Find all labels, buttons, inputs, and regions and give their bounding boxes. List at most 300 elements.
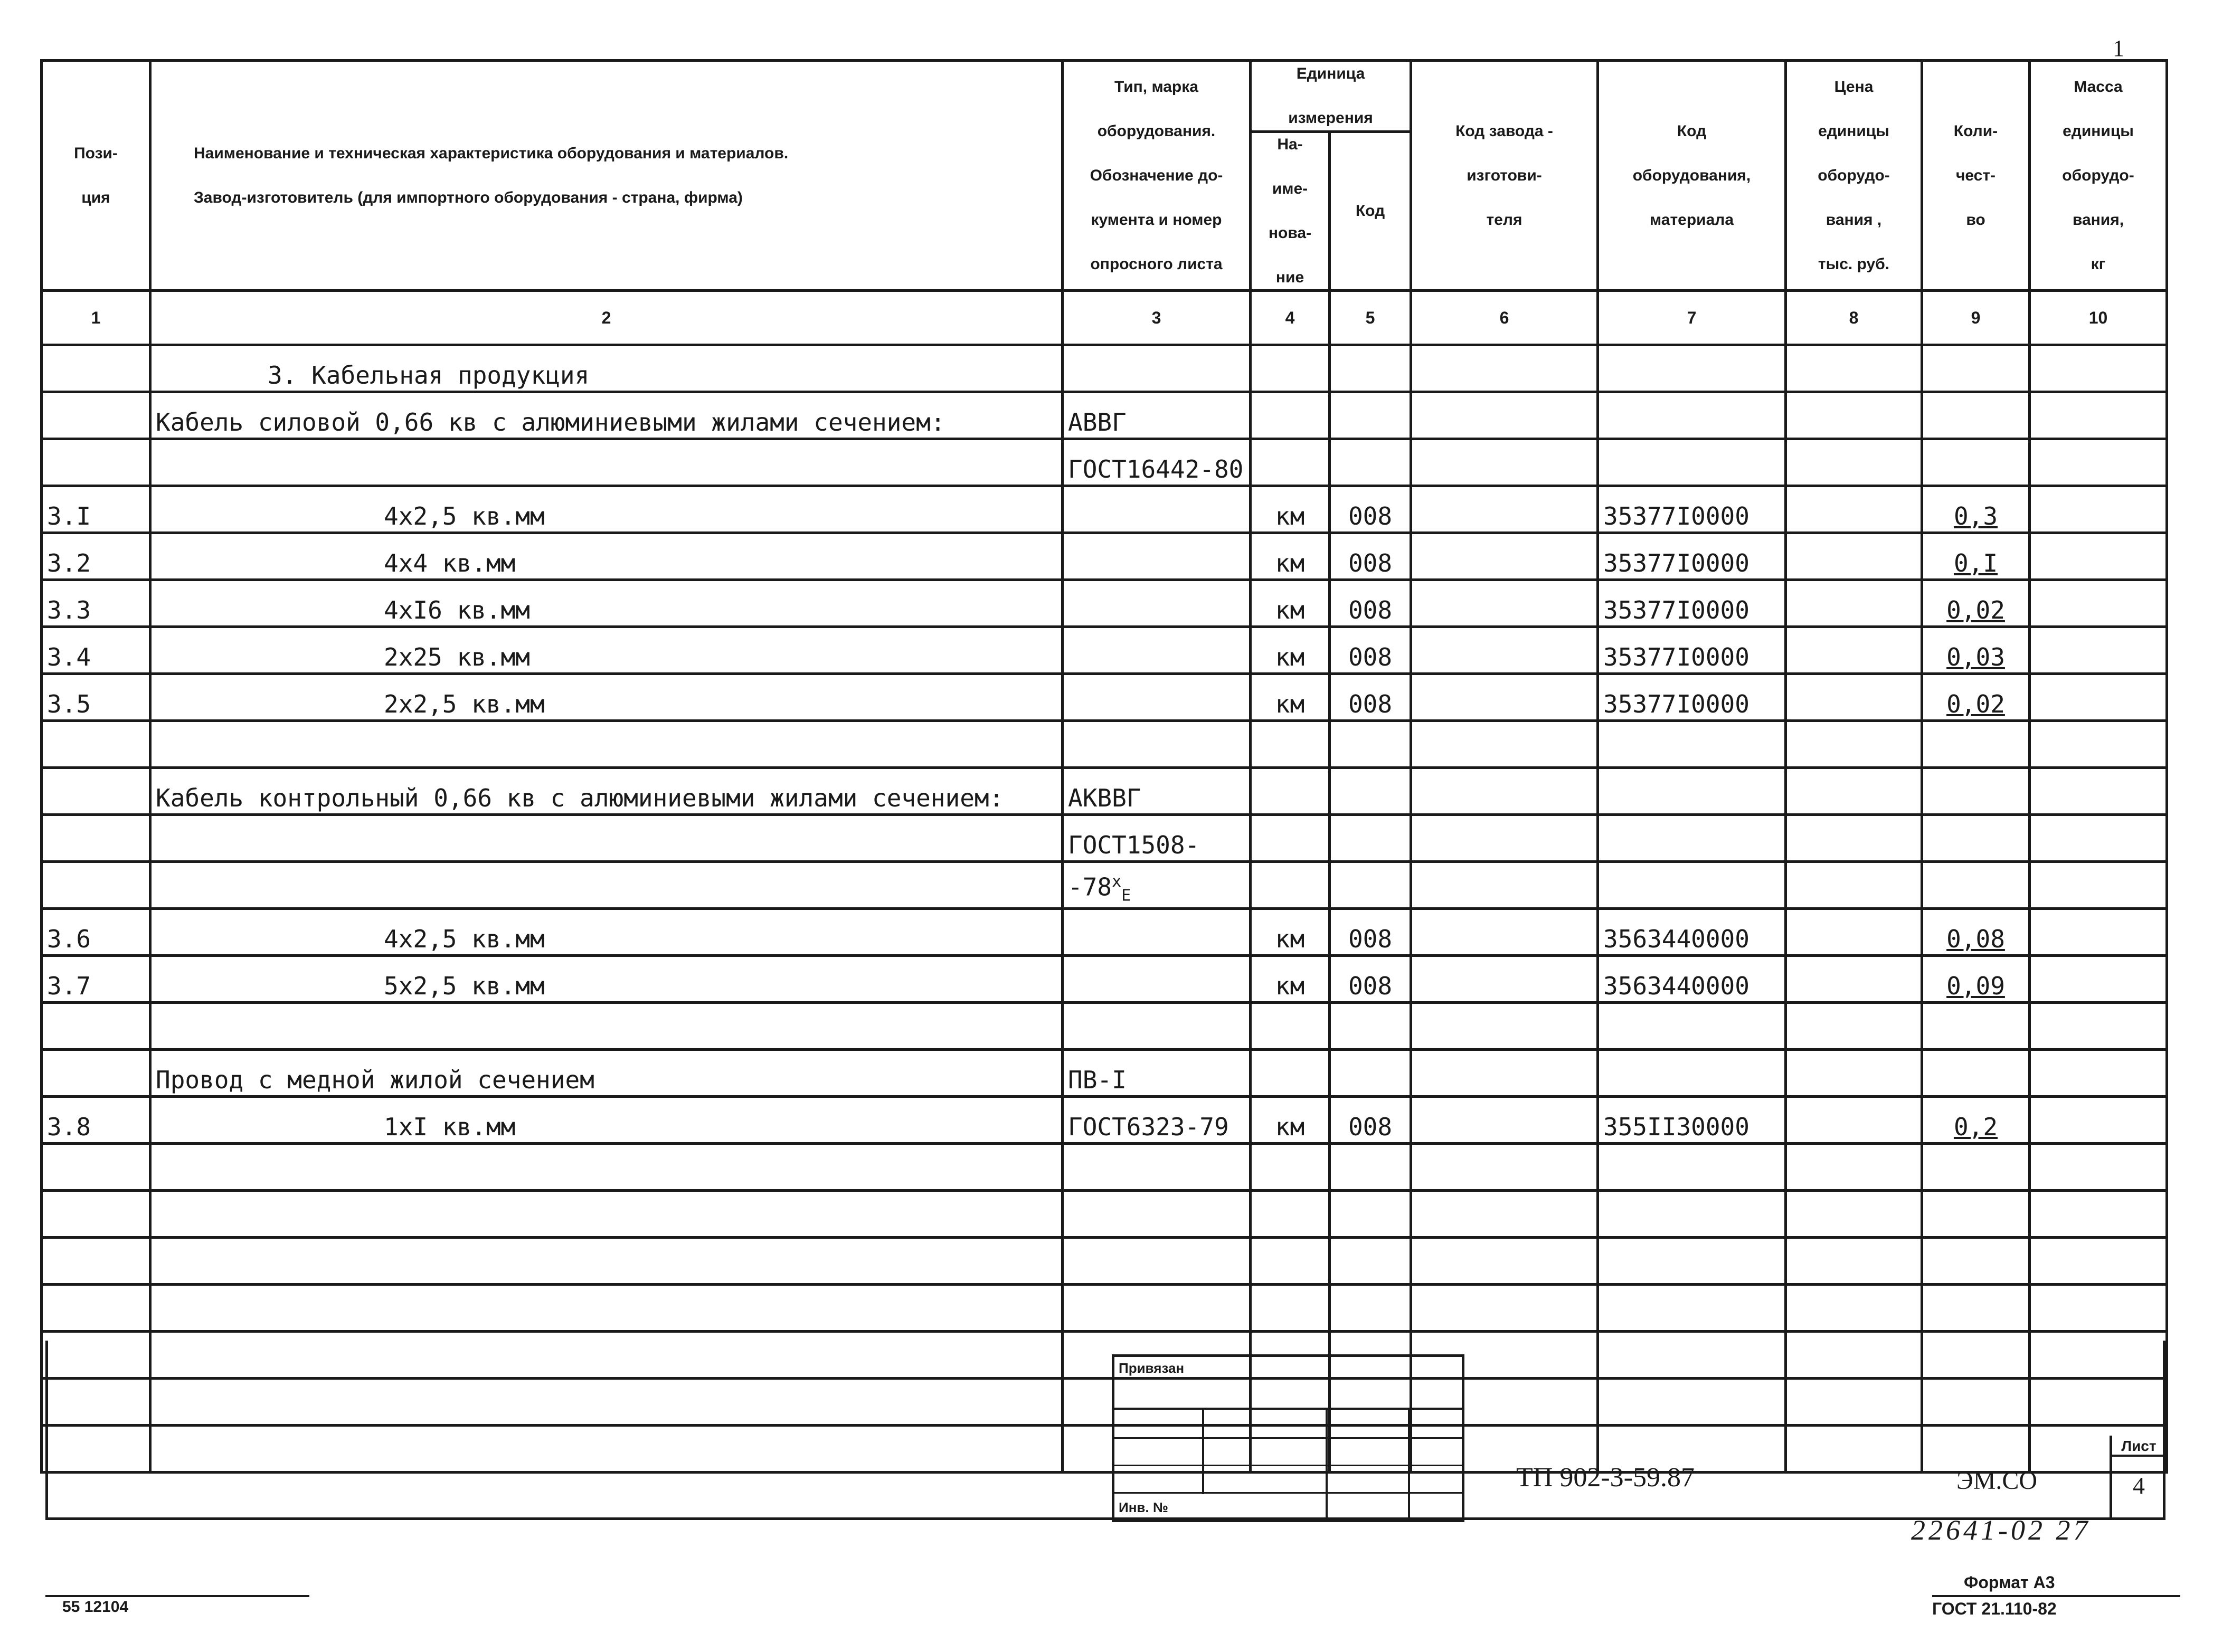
unit-name-cell — [1251, 1003, 1330, 1050]
position-cell — [42, 533, 150, 580]
unit-code-cell — [1330, 439, 1411, 486]
factory-code-cell — [1411, 815, 1598, 862]
header-name — [150, 61, 1063, 291]
factory-code-cell — [1411, 909, 1598, 956]
name-cell — [150, 1285, 1063, 1332]
equipment-code-cell — [1598, 1191, 1786, 1238]
unit-code-cell-text: 008 — [1348, 643, 1393, 671]
type-superscript: х — [1112, 872, 1122, 891]
name-cell-text: 4x2,5 кв.мм — [384, 925, 545, 953]
price-cell — [1786, 815, 1922, 862]
type-cell-text: АКВВГ — [1068, 784, 1141, 812]
attached-label: Привязан — [1119, 1360, 1185, 1376]
header-mass — [2030, 61, 2167, 291]
factory-code-cell — [1411, 1238, 1598, 1285]
column-numbers-row — [42, 291, 2167, 345]
position-cell-text: 3.3 — [47, 596, 91, 624]
table-row — [42, 345, 2167, 392]
type-cell-text: ГОСТ1508- — [1068, 831, 1200, 859]
price-cell — [1786, 1097, 1922, 1144]
position-cell-text: 3.7 — [47, 972, 91, 1000]
equipment-code-cell — [1598, 862, 1786, 909]
name-cell — [150, 721, 1063, 768]
table-row — [42, 956, 2167, 1003]
unit-name-cell — [1251, 1097, 1330, 1144]
name-cell-text: 5x2,5 кв.мм — [384, 972, 545, 1000]
price-cell — [1786, 1191, 1922, 1238]
header-quantity — [1922, 61, 2030, 291]
unit-code-cell-text: 008 — [1348, 925, 1393, 953]
price-cell — [1786, 674, 1922, 721]
header-line: во — [1966, 211, 1985, 229]
header-price — [1786, 61, 1922, 291]
position-cell — [42, 1050, 150, 1097]
header-unit-code: Код — [1330, 132, 1411, 291]
header-line: вания, — [2072, 211, 2124, 229]
table-row — [42, 909, 2167, 956]
unit-name-cell — [1251, 862, 1330, 909]
unit-code-cell-text: 008 — [1348, 502, 1393, 530]
mass-cell — [2030, 1003, 2167, 1050]
type-cell — [1063, 580, 1251, 627]
equipment-code-cell-text: 35377I0000 — [1603, 690, 1749, 718]
quantity-cell — [1922, 345, 2030, 392]
unit-name-cell — [1251, 956, 1330, 1003]
name-cell — [150, 1238, 1063, 1285]
type-cell — [1063, 1097, 1251, 1144]
table-row — [42, 1144, 2167, 1191]
position-cell — [42, 721, 150, 768]
equipment-code-cell — [1598, 956, 1786, 1003]
position-cell — [42, 768, 150, 815]
table-row — [42, 580, 2167, 627]
type-cell — [1063, 721, 1251, 768]
unit-name-cell — [1251, 439, 1330, 486]
unit-name-cell-text: км — [1275, 643, 1305, 671]
equipment-code-cell-text: 35377I0000 — [1603, 549, 1749, 577]
unit-code-cell — [1330, 1191, 1411, 1238]
unit-code-cell — [1330, 768, 1411, 815]
unit-code-cell — [1330, 1144, 1411, 1191]
header-unit-group — [1251, 61, 1411, 132]
mass-cell — [2030, 674, 2167, 721]
header-line: Масса — [2074, 78, 2123, 96]
header-line: ция — [81, 188, 110, 206]
header-line: Обозначение до- — [1090, 166, 1223, 184]
position-cell — [42, 392, 150, 439]
inventory-number-label: Инв. № — [1119, 1499, 1168, 1515]
position-cell — [42, 956, 150, 1003]
unit-code-cell — [1330, 486, 1411, 533]
equipment-code-cell-text: 35377I0000 — [1603, 596, 1749, 624]
table-row — [42, 1191, 2167, 1238]
table-row — [42, 862, 2167, 909]
unit-name-cell — [1251, 1285, 1330, 1332]
position-cell — [42, 674, 150, 721]
header-line: Код завода - — [1455, 122, 1553, 140]
unit-code-cell — [1330, 345, 1411, 392]
equipment-code-cell-text: 35377I0000 — [1603, 502, 1749, 530]
type-cell — [1063, 1238, 1251, 1285]
type-cell — [1063, 956, 1251, 1003]
quantity-cell — [1922, 815, 2030, 862]
quantity-cell — [1922, 862, 2030, 909]
mass-cell — [2030, 768, 2167, 815]
name-cell — [150, 815, 1063, 862]
table-row — [42, 1238, 2167, 1285]
unit-name-cell — [1251, 768, 1330, 815]
factory-code-cell — [1411, 627, 1598, 674]
quantity-cell — [1922, 580, 2030, 627]
position-cell — [42, 439, 150, 486]
quantity-cell — [1922, 392, 2030, 439]
unit-name-cell — [1251, 909, 1330, 956]
bottom-frame — [45, 1341, 2165, 1520]
type-cell-text: АВВГ — [1068, 408, 1127, 436]
unit-code-cell-text: 008 — [1348, 1113, 1393, 1141]
header-line: кумента и номер — [1091, 211, 1222, 229]
quantity-cell — [1922, 1285, 2030, 1332]
factory-code-cell — [1411, 768, 1598, 815]
quantity-cell-text: 0,09 — [1946, 972, 2005, 1000]
sheet-label: Лист — [2112, 1438, 2165, 1457]
position-cell — [42, 909, 150, 956]
unit-name-cell — [1251, 1050, 1330, 1097]
mass-cell — [2030, 345, 2167, 392]
column-number: 2 — [150, 291, 1063, 345]
factory-code-cell — [1411, 674, 1598, 721]
name-cell-text: 2x25 кв.мм — [384, 643, 530, 671]
price-cell — [1786, 1285, 1922, 1332]
factory-code-cell — [1411, 1003, 1598, 1050]
header-type — [1063, 61, 1251, 291]
mass-cell — [2030, 1285, 2167, 1332]
unit-code-cell — [1330, 580, 1411, 627]
type-cell-text: ГОСТ6323-79 — [1068, 1113, 1229, 1141]
name-cell-text: Кабель контрольный 0,66 кв с алюминиевыми жилами сечением: — [156, 784, 1004, 812]
handwritten-inventory-number: 22641-02 27 — [1911, 1514, 2091, 1546]
price-cell — [1786, 862, 1922, 909]
header-line: Цена — [1834, 78, 1874, 96]
position-cell — [42, 1097, 150, 1144]
equipment-code-cell — [1598, 627, 1786, 674]
unit-code-cell-text: 008 — [1348, 596, 1393, 624]
name-cell-text: Провод с медной жилой сечением — [156, 1066, 594, 1094]
price-cell — [1786, 345, 1922, 392]
quantity-cell-text: 0,I — [1953, 549, 1998, 577]
mass-cell — [2030, 580, 2167, 627]
mass-cell — [2030, 862, 2167, 909]
name-cell — [150, 909, 1063, 956]
column-number: 3 — [1063, 291, 1251, 345]
position-cell — [42, 486, 150, 533]
unit-code-cell-text: 008 — [1348, 549, 1393, 577]
factory-code-cell — [1411, 1050, 1598, 1097]
mass-cell — [2030, 1050, 2167, 1097]
header-line: чест- — [1955, 166, 1996, 184]
factory-code-cell — [1411, 956, 1598, 1003]
name-cell — [150, 1144, 1063, 1191]
equipment-code-cell — [1598, 768, 1786, 815]
quantity-cell — [1922, 1050, 2030, 1097]
equipment-code-cell — [1598, 1238, 1786, 1285]
type-cell — [1063, 1144, 1251, 1191]
name-cell — [150, 1191, 1063, 1238]
quantity-cell — [1922, 1191, 2030, 1238]
header-factory-code — [1411, 61, 1598, 291]
mass-cell — [2030, 956, 2167, 1003]
unit-code-cell — [1330, 1285, 1411, 1332]
header-equipment-code — [1598, 61, 1786, 291]
header-line: Коли- — [1953, 122, 1998, 140]
mass-cell — [2030, 1097, 2167, 1144]
price-cell — [1786, 768, 1922, 815]
name-cell — [150, 768, 1063, 815]
unit-name-cell-text: км — [1275, 502, 1305, 530]
type-cell — [1063, 815, 1251, 862]
position-cell-text: 3.4 — [47, 643, 91, 671]
unit-name-cell-text: км — [1275, 1113, 1305, 1141]
header-line: Единица — [1296, 65, 1365, 82]
table-row — [42, 392, 2167, 439]
table-row — [42, 533, 2167, 580]
unit-name-cell — [1251, 627, 1330, 674]
price-cell — [1786, 1050, 1922, 1097]
position-cell-text: 3.5 — [47, 690, 91, 718]
quantity-cell — [1922, 627, 2030, 674]
quantity-cell — [1922, 486, 2030, 533]
header-line: измерения — [1288, 109, 1373, 127]
type-cell — [1063, 1191, 1251, 1238]
price-cell — [1786, 1144, 1922, 1191]
factory-code-cell — [1411, 1191, 1598, 1238]
header-line: единицы — [2063, 122, 2134, 140]
position-cell — [42, 345, 150, 392]
mass-cell — [2030, 439, 2167, 486]
unit-code-cell — [1330, 1238, 1411, 1285]
quantity-cell — [1922, 909, 2030, 956]
type-cell — [1063, 909, 1251, 956]
quantity-cell — [1922, 1238, 2030, 1285]
position-cell-text: 3.8 — [47, 1113, 91, 1141]
equipment-code-cell — [1598, 674, 1786, 721]
factory-code-cell — [1411, 580, 1598, 627]
name-cell-text: 4x4 кв.мм — [384, 549, 516, 577]
table-row — [42, 721, 2167, 768]
mass-cell — [2030, 1191, 2167, 1238]
mass-cell — [2030, 533, 2167, 580]
specification-table — [40, 59, 2168, 1474]
unit-name-cell — [1251, 815, 1330, 862]
header-line: единицы — [1818, 122, 1889, 140]
type-cell — [1063, 533, 1251, 580]
name-cell-text: 2x2,5 кв.мм — [384, 690, 545, 718]
column-number: 7 — [1598, 291, 1786, 345]
unit-code-cell — [1330, 392, 1411, 439]
header-line: материала — [1649, 211, 1734, 229]
quantity-cell — [1922, 768, 2030, 815]
name-cell — [150, 486, 1063, 533]
header-line: кг — [2091, 255, 2106, 273]
mass-cell — [2030, 1144, 2167, 1191]
price-cell — [1786, 533, 1922, 580]
factory-code-cell — [1411, 486, 1598, 533]
header-line: вания , — [1826, 211, 1882, 229]
equipment-code-cell — [1598, 533, 1786, 580]
factory-code-cell — [1411, 392, 1598, 439]
equipment-code-cell — [1598, 1097, 1786, 1144]
mass-cell — [2030, 486, 2167, 533]
position-cell — [42, 627, 150, 674]
quantity-cell — [1922, 674, 2030, 721]
price-cell — [1786, 580, 1922, 627]
name-cell-text: Кабель силовой 0,66 кв с алюминиевыми жилами сечением: — [156, 408, 945, 436]
equipment-code-cell — [1598, 580, 1786, 627]
unit-name-cell-text: км — [1275, 549, 1305, 577]
price-cell — [1786, 392, 1922, 439]
name-cell — [150, 1050, 1063, 1097]
name-cell-text: 3. Кабельная продукция — [268, 361, 590, 390]
type-cell — [1063, 1003, 1251, 1050]
table-row — [42, 1003, 2167, 1050]
quantity-cell-text: 0,03 — [1946, 643, 2005, 671]
title-block-stamp — [1112, 1354, 1464, 1522]
table-row — [42, 627, 2167, 674]
name-cell — [150, 580, 1063, 627]
quantity-cell — [1922, 956, 2030, 1003]
footer-divider-left — [45, 1595, 309, 1597]
unit-code-cell — [1330, 956, 1411, 1003]
type-cell — [1063, 486, 1251, 533]
unit-code-cell — [1330, 627, 1411, 674]
equipment-code-cell — [1598, 815, 1786, 862]
sheet-number: 4 — [2133, 1472, 2145, 1499]
mass-cell — [2030, 1238, 2167, 1285]
unit-name-cell — [1251, 721, 1330, 768]
name-cell — [150, 533, 1063, 580]
position-cell-text: 3.6 — [47, 925, 91, 953]
factory-code-cell — [1411, 1097, 1598, 1144]
name-cell — [150, 345, 1063, 392]
table-row — [42, 1050, 2167, 1097]
table-row — [42, 1285, 2167, 1332]
quantity-cell — [1922, 1003, 2030, 1050]
table-row — [42, 486, 2167, 533]
column-number: 6 — [1411, 291, 1598, 345]
equipment-code-cell-text: 35377I0000 — [1603, 643, 1749, 671]
footer-code: 55 12104 — [62, 1598, 129, 1616]
quantity-cell-text: 0,3 — [1953, 502, 1998, 530]
mass-cell — [2030, 721, 2167, 768]
unit-name-cell — [1251, 486, 1330, 533]
sheet-box — [2110, 1436, 2165, 1520]
column-number: 9 — [1922, 291, 2030, 345]
equipment-code-cell — [1598, 1003, 1786, 1050]
column-number: 8 — [1786, 291, 1922, 345]
unit-name-cell — [1251, 1238, 1330, 1285]
header-unit-name — [1251, 132, 1330, 291]
factory-code-cell — [1411, 721, 1598, 768]
table-row — [42, 439, 2167, 486]
type-subscript: Е — [1121, 887, 1131, 905]
equipment-code-cell — [1598, 439, 1786, 486]
header-line: На- — [1277, 136, 1303, 153]
equipment-code-cell — [1598, 345, 1786, 392]
position-cell — [42, 1285, 150, 1332]
price-cell — [1786, 439, 1922, 486]
name-cell — [150, 392, 1063, 439]
position-cell — [42, 815, 150, 862]
name-cell — [150, 439, 1063, 486]
unit-name-cell-text: км — [1275, 972, 1305, 1000]
column-number: 1 — [42, 291, 150, 345]
mass-cell — [2030, 815, 2167, 862]
equipment-code-cell — [1598, 909, 1786, 956]
unit-name-cell — [1251, 392, 1330, 439]
factory-code-cell — [1411, 439, 1598, 486]
header-line: Пози- — [74, 144, 118, 162]
unit-name-cell — [1251, 674, 1330, 721]
mass-cell — [2030, 627, 2167, 674]
header-line: Код — [1677, 122, 1707, 140]
header-line: тыс. руб. — [1818, 255, 1890, 273]
position-cell — [42, 1003, 150, 1050]
position-cell — [42, 1144, 150, 1191]
factory-code-cell — [1411, 345, 1598, 392]
price-cell — [1786, 909, 1922, 956]
position-cell-text: 3.I — [47, 502, 91, 530]
quantity-cell-text: 0,08 — [1946, 925, 2005, 953]
quantity-cell — [1922, 1144, 2030, 1191]
quantity-cell-text: 0,02 — [1946, 690, 2005, 718]
unit-name-cell — [1251, 1144, 1330, 1191]
mass-cell — [2030, 909, 2167, 956]
type-cell — [1063, 862, 1251, 909]
type-cell-text: -78 — [1068, 872, 1112, 901]
name-cell-text: 1xI кв.мм — [384, 1113, 516, 1141]
name-cell — [150, 627, 1063, 674]
equipment-code-cell — [1598, 1285, 1786, 1332]
header-line: опросного листа — [1090, 255, 1223, 273]
type-cell — [1063, 1050, 1251, 1097]
unit-code-cell — [1330, 815, 1411, 862]
type-cell — [1063, 439, 1251, 486]
header-line: ние — [1275, 269, 1304, 286]
format-label: Формат А3 — [1964, 1573, 2055, 1592]
unit-code-cell — [1330, 1097, 1411, 1144]
equipment-code-cell-text: 3563440000 — [1603, 972, 1749, 1000]
unit-code-cell — [1330, 721, 1411, 768]
document-mark: ЭМ.СО — [1956, 1467, 2038, 1495]
type-cell — [1063, 392, 1251, 439]
quantity-cell — [1922, 1097, 2030, 1144]
header-line: име- — [1272, 180, 1308, 197]
header-line: Наименование и техническая характеристика оборудования и материалов. — [194, 144, 789, 162]
price-cell — [1786, 721, 1922, 768]
header-line: оборудования. — [1097, 122, 1216, 140]
header-line: оборудования, — [1632, 166, 1751, 184]
factory-code-cell — [1411, 1285, 1598, 1332]
header-line: оборудо- — [2062, 166, 2134, 184]
document-code: ТП 902-3-59.87 — [1516, 1463, 1695, 1493]
header-line: Завод-изготовитель (для импортного оборудования - страна, фирма) — [194, 188, 743, 206]
type-cell — [1063, 1285, 1251, 1332]
name-cell — [150, 674, 1063, 721]
factory-code-cell — [1411, 862, 1598, 909]
column-number: 4 — [1251, 291, 1330, 345]
header-position — [42, 61, 150, 291]
price-cell — [1786, 1238, 1922, 1285]
